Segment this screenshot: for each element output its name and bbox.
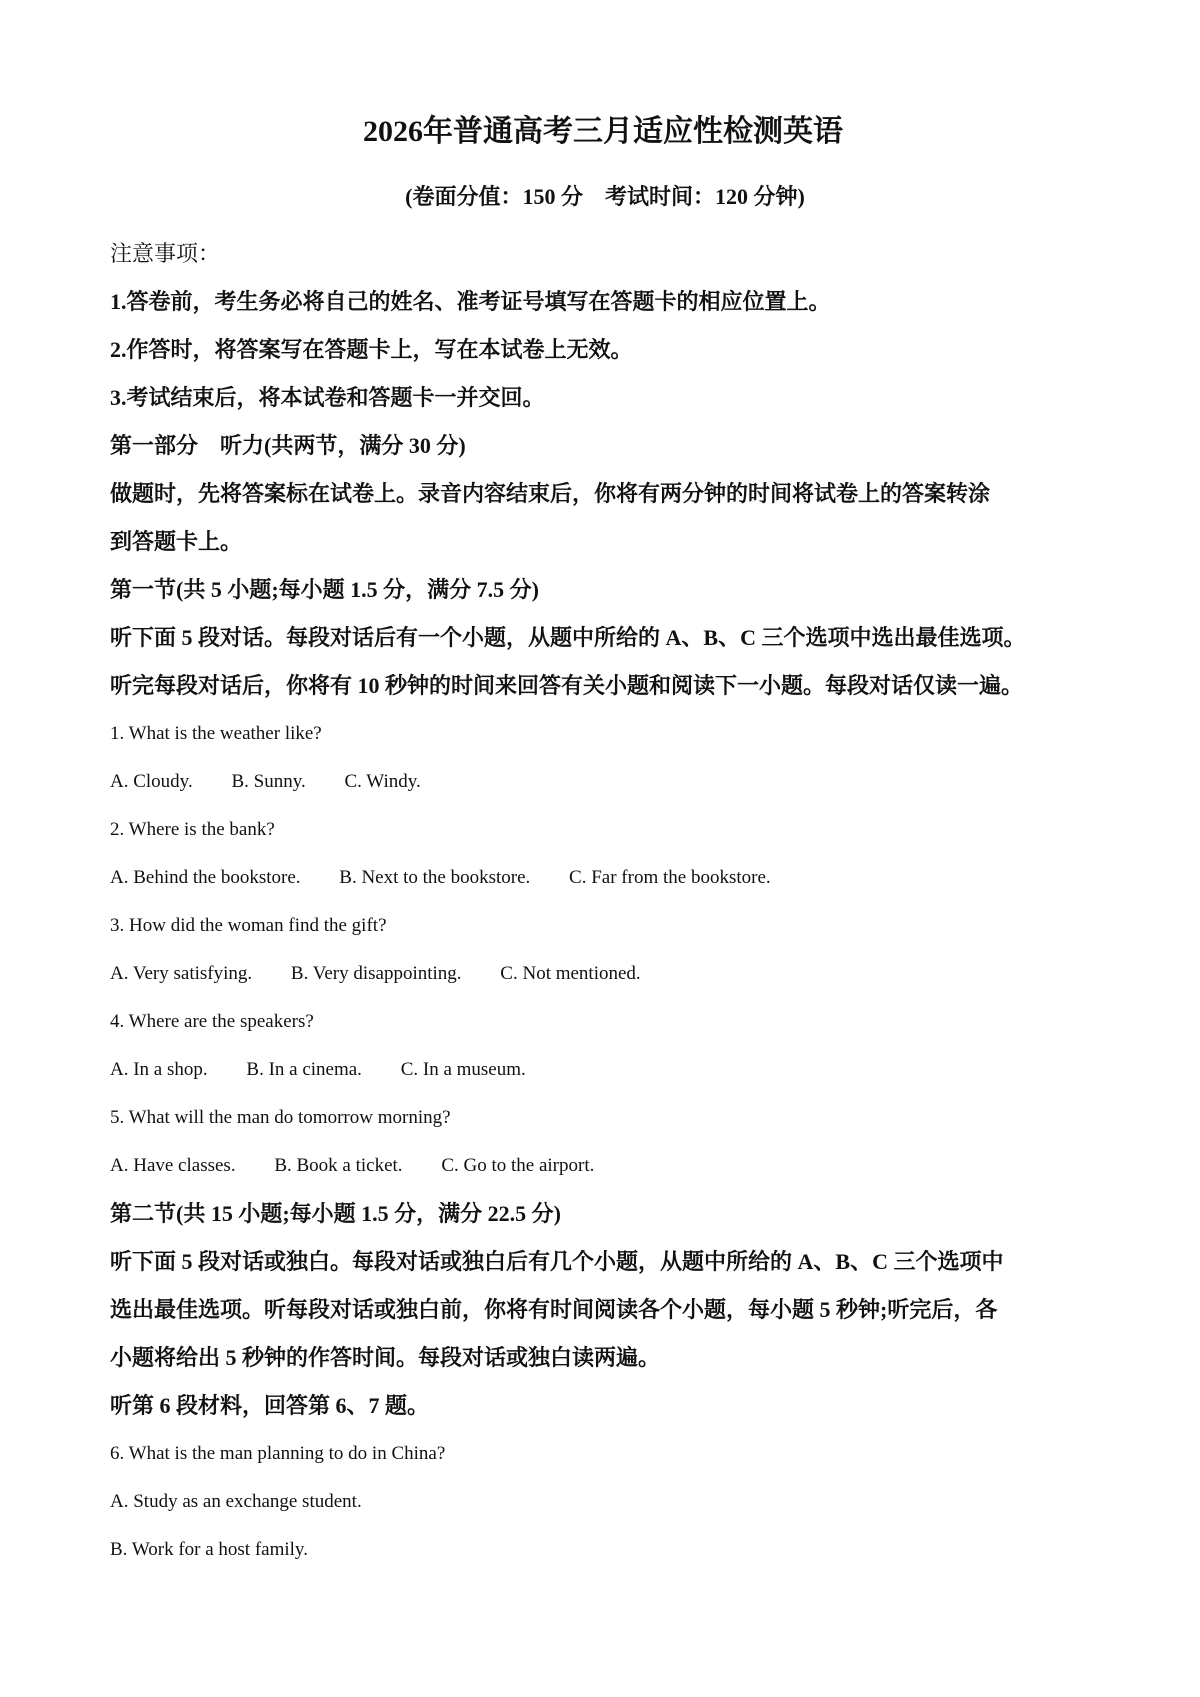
option-row	[110, 854, 1100, 902]
option-c: C. Go to the airport.	[441, 1155, 595, 1176]
option-a: A. Very satisfying.	[110, 963, 253, 984]
section2-instruction: 选出最佳选项。听每段对话或独白前，你将有时间阅读各个小题，每小题 5 秒钟;听完后，各	[110, 1297, 998, 1322]
option-row	[110, 1142, 1100, 1190]
option-b: B. In a cinema.	[246, 1059, 362, 1080]
exam-page	[110, 112, 1100, 1574]
exam-title: 2026年普通高考三月适应性检测英语	[363, 115, 843, 148]
option-c: C. Windy.	[344, 771, 421, 792]
part1-instruction: 做题时，先将答案标在试卷上。录音内容结束后，你将有两分钟的时间将试卷上的答案转涂	[110, 481, 991, 506]
option-a: A. In a shop.	[110, 1059, 208, 1080]
section1-heading: 第一节(共 5 小题;每小题 1.5 分，满分 7.5 分)	[110, 577, 539, 602]
notice-item: 1.答卷前，考生务必将自己的姓名、准考证号填写在答题卡的相应位置上。	[110, 289, 831, 314]
option-a: A. Study as an exchange student.	[110, 1491, 362, 1512]
option-b: B. Very disappointing.	[290, 963, 462, 984]
question-item	[110, 806, 1100, 902]
question-item	[110, 1094, 1100, 1190]
option-c: C. Far from the bookstore.	[569, 867, 771, 888]
exam-subtitle: (卷面分值：150 分 考试时间：120 分钟)	[405, 184, 805, 209]
section2-instruction: 听下面 5 段对话或独白。每段对话或独白后有几个小题，从题中所给的 A、B、C 三个选项中	[110, 1249, 1004, 1274]
question-item	[110, 902, 1100, 998]
question-text: 5. What will the man do tomorrow morning?	[110, 1107, 451, 1128]
option-b: B. Next to the bookstore.	[339, 867, 531, 888]
question-text: 3. How did the woman find the gift?	[110, 915, 387, 936]
question-text: 6. What is the man planning to do in China?	[110, 1443, 446, 1464]
option-c: C. Not mentioned.	[500, 963, 641, 984]
option-row	[110, 950, 1100, 998]
option-a: A. Have classes.	[110, 1155, 236, 1176]
option-row	[110, 758, 1100, 806]
question-item	[110, 998, 1100, 1094]
notice-item: 2.作答时，将答案写在答题卡上，写在本试卷上无效。	[110, 337, 633, 362]
notice-item: 3.考试结束后，将本试卷和答题卡一并交回。	[110, 385, 545, 410]
option-c: C. In a museum.	[400, 1059, 526, 1080]
section2-heading: 第二节(共 15 小题;每小题 1.5 分，满分 22.5 分)	[110, 1201, 561, 1226]
part1-instruction: 到答题卡上。	[110, 529, 243, 554]
option-a: A. Cloudy.	[110, 771, 193, 792]
section2-instruction: 小题将给出 5 秒钟的作答时间。每段对话或独白读两遍。	[110, 1345, 661, 1370]
option-b: B. Book a ticket.	[274, 1155, 403, 1176]
option-a: A. Behind the bookstore.	[110, 867, 301, 888]
section1-instruction: 听完每段对话后，你将有 10 秒钟的时间来回答有关小题和阅读下一小题。每段对话仅读一遍。	[110, 673, 1024, 698]
option-b: B. Work for a host family.	[110, 1539, 308, 1560]
section1-block	[110, 566, 1100, 1190]
question-item	[110, 710, 1100, 806]
question-text: 2. Where is the bank?	[110, 819, 275, 840]
section2-block	[110, 1190, 1100, 1574]
option-b: B. Sunny.	[231, 771, 306, 792]
section1-instruction: 听下面 5 段对话。每段对话后有一个小题，从题中所给的 A、B、C 三个选项中选出最佳选项。	[110, 625, 1026, 650]
option-row	[110, 1046, 1100, 1094]
part1-block	[110, 422, 1100, 566]
material-heading: 听第 6 段材料，回答第 6、7 题。	[110, 1393, 430, 1418]
part1-heading: 第一部分 听力(共两节，满分 30 分)	[110, 433, 466, 458]
question-item	[110, 1430, 1100, 1574]
notice-block	[110, 230, 1100, 422]
question-text: 4. Where are the speakers?	[110, 1011, 314, 1032]
question-text: 1. What is the weather like?	[110, 723, 322, 744]
notice-heading: 注意事项：	[110, 241, 221, 266]
